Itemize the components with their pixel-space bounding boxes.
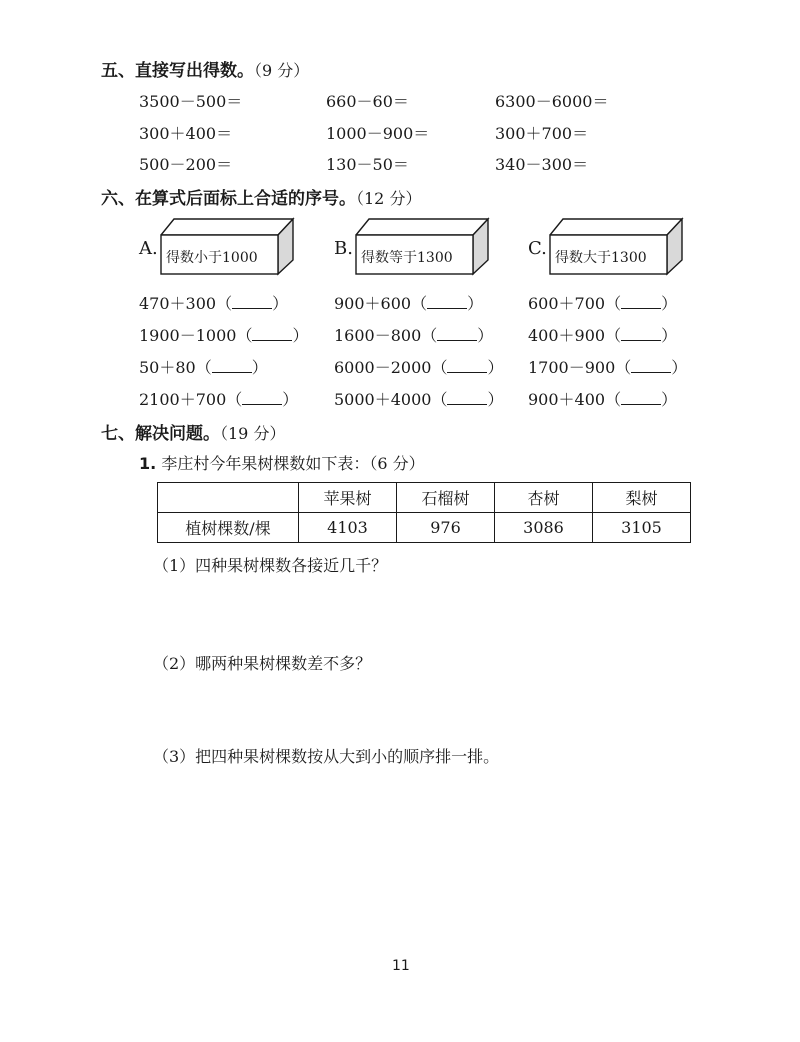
box-c-text: 得数大于1300 xyxy=(555,250,647,266)
table-cell: 杏树 xyxy=(495,483,593,513)
close-paren: ） xyxy=(487,358,504,377)
sort-problem xyxy=(139,355,268,378)
table-cell: 石榴树 xyxy=(397,483,495,513)
sort-problem xyxy=(334,323,493,346)
answer-blank[interactable] xyxy=(447,358,487,373)
box-b-shape xyxy=(355,216,491,276)
close-paren: ） xyxy=(661,390,678,409)
section-6-title: 六、在算式后面标上合适的序号。 xyxy=(101,189,356,209)
sort-problem xyxy=(139,291,288,314)
sort-problem xyxy=(334,355,503,378)
sort-problem xyxy=(334,387,503,410)
calc-problem: 340－300＝ xyxy=(495,155,589,174)
sort-problem-expr: 470＋300（ xyxy=(139,294,233,313)
answer-blank[interactable] xyxy=(232,294,272,309)
sort-problem-expr: 5000＋4000（ xyxy=(334,390,448,409)
sort-problem xyxy=(528,323,677,346)
question-1 xyxy=(139,451,425,474)
close-paren: ） xyxy=(661,294,678,313)
table-cell: 3086 xyxy=(495,513,593,543)
answer-blank[interactable] xyxy=(621,294,661,309)
sort-problem-expr: 600＋700（ xyxy=(528,294,622,313)
section-7-title: 七、解决问题。 xyxy=(101,424,220,444)
page-number: 11 xyxy=(392,958,410,974)
sort-problem-expr: 400＋900（ xyxy=(528,326,622,345)
table-header-row xyxy=(158,483,691,513)
calc-problem: 660－60＝ xyxy=(326,92,409,111)
section-6-heading xyxy=(101,184,421,209)
sort-problem-expr: 1900－1000（ xyxy=(139,326,253,345)
close-paren: ） xyxy=(477,326,494,345)
section-6-points: （12 分） xyxy=(356,189,422,208)
answer-blank[interactable] xyxy=(427,294,467,309)
sort-problem-expr: 50＋80（ xyxy=(139,358,212,377)
sort-problem xyxy=(334,291,483,314)
box-a-shape xyxy=(160,216,296,276)
calc-problem: 300＋400＝ xyxy=(139,124,233,143)
table-cell: 梨树 xyxy=(593,483,691,513)
table-row xyxy=(158,513,691,543)
answer-blank[interactable] xyxy=(621,390,661,405)
sort-problem-expr: 900＋600（ xyxy=(334,294,428,313)
sort-problem-expr: 1600－800（ xyxy=(334,326,438,345)
calc-problem: 6300－6000＝ xyxy=(495,92,609,111)
table-cell xyxy=(158,483,299,513)
section-5-title: 五、直接写出得数。 xyxy=(101,61,254,81)
answer-blank[interactable] xyxy=(447,390,487,405)
answer-blank[interactable] xyxy=(212,358,252,373)
sort-problem xyxy=(528,355,687,378)
answer-blank[interactable] xyxy=(631,358,671,373)
close-paren: ） xyxy=(661,326,678,345)
section-7-points: （19 分） xyxy=(220,424,286,443)
close-paren: ） xyxy=(272,294,289,313)
box-c-shape xyxy=(549,216,685,276)
section-5-points: （9 分） xyxy=(254,61,310,80)
table-cell: 3105 xyxy=(593,513,691,543)
sub-question-3: （3）把四种果树棵数按从大到小的顺序排一排。 xyxy=(153,747,500,766)
sort-problem xyxy=(528,387,677,410)
close-paren: ） xyxy=(282,390,299,409)
close-paren: ） xyxy=(467,294,484,313)
close-paren: ） xyxy=(671,358,688,377)
question-1-points: （6 分） xyxy=(369,454,425,473)
calc-problem: 1000－900＝ xyxy=(326,124,430,143)
answer-blank[interactable] xyxy=(621,326,661,341)
close-paren: ） xyxy=(487,390,504,409)
section-5-heading xyxy=(101,56,309,81)
table-cell: 苹果树 xyxy=(299,483,397,513)
sort-problem-expr: 6000－2000（ xyxy=(334,358,448,377)
sort-problem-expr: 2100＋700（ xyxy=(139,390,243,409)
box-a-letter: A. xyxy=(139,238,158,259)
close-paren: ） xyxy=(251,358,268,377)
answer-blank[interactable] xyxy=(252,326,292,341)
sort-problem xyxy=(528,291,677,314)
table-cell: 976 xyxy=(397,513,495,543)
fruit-tree-table xyxy=(157,482,691,543)
answer-blank[interactable] xyxy=(242,390,282,405)
calc-problem: 3500－500＝ xyxy=(139,92,243,111)
sort-problem xyxy=(139,387,298,410)
sub-question-2: （2）哪两种果树棵数差不多？ xyxy=(153,654,372,673)
sort-problem-expr: 1700－900（ xyxy=(528,358,632,377)
table-cell: 植树棵数/棵 xyxy=(158,513,299,543)
sub-question-1: （1）四种果树棵数各接近几千？ xyxy=(153,556,388,575)
sort-problem xyxy=(139,323,308,346)
close-paren: ） xyxy=(292,326,309,345)
box-a-text: 得数小于1000 xyxy=(166,250,258,266)
answer-blank[interactable] xyxy=(437,326,477,341)
question-1-text: 李庄村今年果树棵数如下表： xyxy=(161,454,370,473)
box-b-letter: B. xyxy=(334,238,353,259)
calc-problem: 130－50＝ xyxy=(326,155,409,174)
box-c-letter: C. xyxy=(528,238,547,259)
box-b-text: 得数等于1300 xyxy=(361,250,453,266)
sort-problem-expr: 900＋400（ xyxy=(528,390,622,409)
table-cell: 4103 xyxy=(299,513,397,543)
question-1-number: 1. xyxy=(139,454,157,473)
section-7-heading xyxy=(101,419,285,444)
calc-problem: 500－200＝ xyxy=(139,155,233,174)
calc-problem: 300＋700＝ xyxy=(495,124,589,143)
